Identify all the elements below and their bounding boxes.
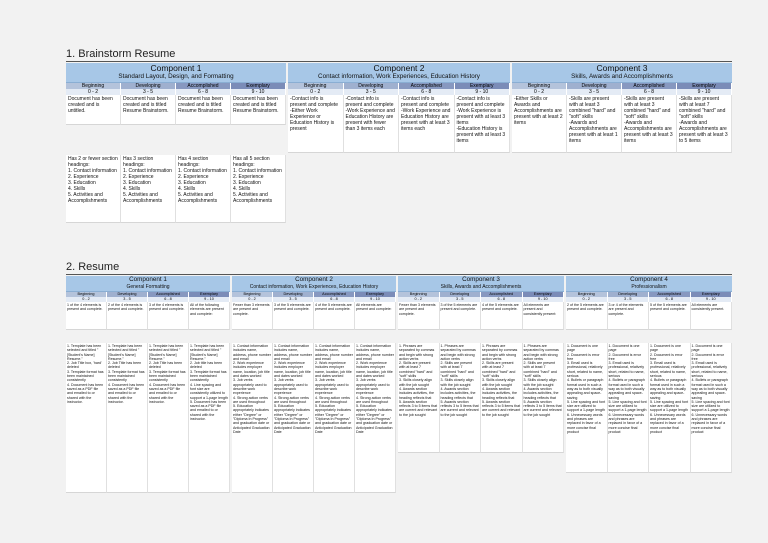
criteria-cell: Document has been created and is titled Resume Brainstorm. [121, 95, 176, 125]
resume-component-4 [566, 276, 732, 493]
level-name: Accomplished [399, 83, 454, 89]
level-accomplished [399, 83, 455, 95]
component-subtitle: Contact information, Work Experiences, Education History [249, 283, 379, 290]
criteria-cell: 5 of the 5 elements are present and complete. [649, 302, 691, 330]
component-subtitle: Contact information, Work Experiences, Education History [318, 73, 480, 80]
criteria-row [512, 95, 732, 153]
level-name: Beginning [232, 292, 272, 297]
criteria-cell: Has 4 section headings: 1. Contact information 2. Experience 3. Education 4. Skills 5. Activities and Accomplishments [176, 155, 231, 223]
criteria-cell: Has 2 or fewer section headings: 1. Contact information 2. Experience 3. Education 4. Skills 5. Activities and Accomplishments [66, 155, 121, 223]
criteria-cell: -Contact info is present and complete -Either Work Experience or Education History is present [288, 95, 344, 153]
criteria-cell: 3 of the 4 elements is present and complete. [148, 302, 189, 330]
criteria-cell: 1. Document is one page 2. Document is error free 3. Email used is professional, relatively short, related to name, serious 4. Bullets or paragraph format used in such a way as to both visually appealing and space-saving 5. Line spacing and font size are utilized to support a 1-page length 6. Unnecessary words and phrases are replaced in favor of a more concise final product [691, 343, 733, 473]
level-name: Exemplary [355, 292, 395, 297]
level-accomplished [622, 83, 677, 95]
level-range: 6 - 8 [148, 297, 188, 302]
level-name: Beginning [66, 83, 120, 89]
component-subtitle: Professionalism [631, 283, 667, 290]
level-range: 3 - 5 [567, 89, 621, 95]
criteria-cell: 1. Contact information includes name, address, phone number and email 2. Work experience includes employer name, location, job title and dates worked 3. Job verbs appropriately used to describe work experience 4. Strong action verbs are used throughout 5. Education appropriately indicates either "Degree" or "Diploma In Progress" and graduation date or Anticipated Graduation Date [355, 343, 396, 493]
criteria-cell: 1. Template has been selected and titled "[Student's Name] Resume." 2. Job Title box, 'hard' deleted 3. Template format has been maintained consistently 4. Document has been saved as a PDF file and emailed to or shared with the instructor. [66, 343, 107, 493]
criteria-cell: 1. Contact information includes name, address, phone number and email 2. Work experience includes employer name, location, job title and dates worked 3. Job verbs appropriately used to describe work experience 4. Strong action verbs are used throughout 5. Education appropriately indicates either "Degree" or "Diploma In Progress" and graduation date or Anticipated Graduation Date [273, 343, 314, 493]
component-subtitle: General Formatting [126, 283, 170, 290]
level-exemplary [455, 83, 511, 95]
criteria-cell: Has 3 section headings: 1. Contact information 2. Experience 3. Education 4. Skills 5. Activities and Accomplishments [121, 155, 176, 223]
level-range: 6 - 8 [399, 89, 454, 95]
level-range: 6 - 8 [314, 297, 354, 302]
level-exemplary [691, 292, 733, 302]
level-range: 3 - 5 [344, 89, 399, 95]
row-spacer [66, 125, 286, 155]
section-title-brainstorm: 1. Brainstorm Resume [66, 48, 176, 60]
level-exemplary [677, 83, 732, 95]
criteria-cell: 1. Document is one page 2. Document is error free 3. Email used is professional, relatively short, related to name, serious 4. Bullets or paragraph format used in such a way as to both visually appealing and space-saving 5. Line spacing and font size are utilized to support a 1-page length 6. Unnecessary words and phrases are replaced in favor of a more concise final product [566, 343, 608, 473]
row-spacer [566, 330, 732, 343]
level-exemplary [355, 292, 396, 302]
component-title: Component 3 [596, 63, 648, 73]
level-name: Developing [273, 292, 313, 297]
criteria-row [66, 155, 286, 223]
criteria-row [398, 343, 564, 453]
level-name: Beginning [398, 292, 439, 297]
criteria-cell: 2 of the 4 elements is present and complete. [107, 302, 148, 330]
level-name: Developing [344, 83, 399, 89]
criteria-row [232, 343, 396, 493]
criteria-cell: 3 of the 5 elements are present and complete. [273, 302, 314, 330]
level-range: 3 - 5 [440, 297, 481, 302]
component-title: Component 3 [462, 276, 500, 283]
level-accomplished [148, 292, 189, 302]
criteria-cell: All of the following elements are present and complete: [189, 302, 230, 330]
level-name: Developing [107, 292, 147, 297]
criteria-cell: 1. Document is one page 2. Document is error free 3. Email used is professional, relatively short, related to name, serious 4. Bullets or paragraph format used in such a way as to both visually appealing and space-saving 5. Line spacing and font size are utilized to support a 1-page length 6. Unnecessary words and phrases are replaced in favor of a more concise final product [649, 343, 691, 473]
resume-component-3 [398, 276, 564, 493]
level-range: 3 - 5 [273, 297, 313, 302]
level-name: Accomplished [481, 292, 522, 297]
level-header-row [398, 292, 564, 302]
criteria-cell: Document has been created and is titled Resume Brainstorm. [231, 95, 286, 125]
criteria-row [66, 343, 230, 493]
criteria-cell: Has all 5 section headings: 1. Contact information 2. Experience 3. Education 4. Skills 5. Activities and Accomplishments [231, 155, 286, 223]
level-name: Developing [121, 83, 175, 89]
criteria-row [566, 302, 732, 330]
component-header [512, 63, 732, 83]
component-header [66, 276, 230, 292]
level-name: Exemplary [189, 292, 229, 297]
criteria-cell: -Either Skills or Awards and Accomplishments are present with at least 2 items [512, 95, 567, 153]
criteria-cell: 3 or 4 of the elements are present and complete. [608, 302, 650, 330]
level-range: 0 - 2 [398, 297, 439, 302]
section-divider [66, 274, 732, 275]
level-name: Exemplary [691, 292, 732, 297]
level-name: Exemplary [455, 83, 510, 89]
level-range: 9 - 10 [523, 297, 564, 302]
criteria-cell: 1. Phrases are separated by commas and begin with strong action verbs 2. Skills are present with at least 7 combined "hard" and "soft" skills 3. Skills closely align with the job sought 4. Awards section includes activities, the heading reflects that 5. Awards section reflects 3 to 5 items that are current and relevant to the job sought [523, 343, 565, 453]
criteria-cell: 1. Phrases are separated by commas and begin with strong action verbs 2. Skills are present with at least 7 combined "hard" and "soft" skills 3. Skills closely align with the job sought 4. Awards section includes activities, the heading reflects that 5. Awards section reflects 3 to 5 items that are current and relevant to the job sought [481, 343, 523, 453]
level-range: 9 - 10 [677, 89, 731, 95]
component-header [66, 63, 286, 83]
level-name: Accomplished [148, 292, 188, 297]
level-header-row [232, 292, 396, 302]
level-header-row [288, 83, 510, 95]
criteria-cell: 1. Phrases are separated by commas and begin with strong action verbs 2. Skills are present with at least 7 combined "hard" and "soft" skills 3. Skills closely align with the job sought 4. Awards section includes activities, the heading reflects that 5. Awards section reflects 3 to 5 items that are current and relevant to the job sought [440, 343, 482, 453]
level-range: 6 - 8 [622, 89, 676, 95]
component-header [232, 276, 396, 292]
criteria-row [66, 302, 230, 330]
level-range: 0 - 2 [566, 297, 607, 302]
criteria-row [232, 302, 396, 330]
level-range: 6 - 8 [649, 297, 690, 302]
criteria-cell: All elements are consistently present. [691, 302, 733, 330]
level-exemplary [189, 292, 230, 302]
criteria-cell: Document has been created and is titled Resume Brainstorm. [176, 95, 231, 125]
component-title: Component 4 [630, 276, 668, 283]
level-name: Developing [567, 83, 621, 89]
component-subtitle: Skills, Awards and Accomplishments [440, 283, 522, 290]
level-exemplary [523, 292, 565, 302]
level-range: 9 - 10 [189, 297, 229, 302]
level-range: 6 - 8 [481, 297, 522, 302]
level-range: 9 - 10 [231, 89, 285, 95]
level-range: 9 - 10 [455, 89, 510, 95]
level-name: Developing [440, 292, 481, 297]
criteria-cell: Fewer than 3 elements are present and complete. [232, 302, 273, 330]
level-developing [344, 83, 400, 95]
criteria-cell: -Skills are present with at least 3 combined "hard" and "soft" skills -Awards and Accomplishments are present with at least 1 items [567, 95, 622, 153]
resume-component-2 [232, 276, 396, 493]
level-range: 0 - 2 [66, 89, 120, 95]
level-range: 3 - 5 [107, 297, 147, 302]
level-developing [440, 292, 482, 302]
brainstorm-rubric [66, 63, 732, 223]
resume-rubric [66, 276, 732, 493]
criteria-cell: 1. Template has been selected and titled "[Student's Name] Resume." 2. Job Title has been deleted 3. Template format has been maintained consistently 4. Document has been saved as a PDF file and emailed to or shared with the instructor. [107, 343, 148, 493]
level-name: Accomplished [622, 83, 676, 89]
level-name: Accomplished [176, 83, 230, 89]
criteria-row [66, 95, 286, 125]
level-header-row [512, 83, 732, 95]
criteria-row [398, 302, 564, 330]
level-name: Exemplary [231, 83, 285, 89]
criteria-cell: 1. Template has been selected and titled "[Student's Name] Resume." 2. Job title has been deleted 3. Template format has been maintained consistently 4. Line spacing and font size are consistently utilized to support a 1-page length 5. Document has been saved as a PDF file and emailed to or shared with the instructor. [189, 343, 230, 493]
level-name: Accomplished [314, 292, 354, 297]
criteria-cell: 1. Contact information includes name, address, phone number and email 2. Work experience includes employer name, location, job title and dates worked 3. Job verbs appropriately used to describe work experience 4. Strong action verbs are used throughout 5. Education appropriately indicates either "Degree" or "Diploma In Progress" and graduation date or Anticipated Graduation Date [314, 343, 355, 493]
brainstorm-component-1 [66, 63, 286, 223]
level-accomplished [314, 292, 355, 302]
row-spacer [66, 330, 230, 343]
component-header [288, 63, 510, 83]
level-range: 9 - 10 [355, 297, 395, 302]
component-subtitle: Skills, Awards and Accomplishments [571, 73, 673, 80]
component-title: Component 2 [295, 276, 333, 283]
criteria-cell: All elements are present and consistently present: [523, 302, 565, 330]
component-title: Component 1 [129, 276, 167, 283]
criteria-cell: 1. Document is one page 2. Document is error free 3. Email used is professional, relatively short, related to name, serious 4. Bullets or paragraph format used in such a way as to both visually appealing and space-saving 5. Line spacing and font size are utilized to support a 1-page length 6. Unnecessary words and phrases are replaced in favor of a more concise final product [608, 343, 650, 473]
level-range: 3 - 5 [608, 297, 649, 302]
criteria-cell: All elements are present and complete: [355, 302, 396, 330]
level-name: Beginning [566, 292, 607, 297]
level-developing [121, 83, 176, 95]
level-accomplished [176, 83, 231, 95]
level-name: Exemplary [523, 292, 564, 297]
level-beginning [232, 292, 273, 302]
level-range: 0 - 2 [66, 297, 106, 302]
level-name: Beginning [512, 83, 566, 89]
level-range: 0 - 2 [232, 297, 272, 302]
component-subtitle: Standard Layout, Design, and Formatting [118, 73, 234, 80]
level-beginning [66, 83, 121, 95]
level-name: Beginning [288, 83, 343, 89]
level-beginning [398, 292, 440, 302]
level-developing [107, 292, 148, 302]
row-spacer [232, 330, 396, 343]
level-range: 0 - 2 [288, 89, 343, 95]
criteria-cell: 3 of the 5 elements are present and complete. [440, 302, 482, 330]
level-name: Exemplary [677, 83, 731, 89]
criteria-cell: -Contact info is present and complete -Work Experience and Education History are present with at least 3 items each [399, 95, 455, 153]
section-title-resume: 2. Resume [66, 261, 120, 273]
level-name: Developing [608, 292, 649, 297]
level-developing [608, 292, 650, 302]
level-beginning [288, 83, 344, 95]
level-range: 9 - 10 [691, 297, 732, 302]
brainstorm-component-2 [288, 63, 510, 223]
criteria-cell: 2 of the 5 elements are present and complete. [566, 302, 608, 330]
level-header-row [66, 292, 230, 302]
level-beginning [66, 292, 107, 302]
criteria-cell: Document has been created and is untitled. [66, 95, 121, 125]
component-title: Component 1 [150, 63, 202, 73]
criteria-cell: Fewer than 3 elements are present and complete. [398, 302, 440, 330]
level-range: 6 - 8 [176, 89, 230, 95]
level-developing [567, 83, 622, 95]
level-beginning [566, 292, 608, 302]
criteria-cell: -Skills are present with at least 7 combined "hard" and "soft" skills -Awards and Accomplishments are present with at least 3 to 5 items [677, 95, 732, 153]
criteria-row [566, 343, 732, 473]
criteria-row [288, 95, 510, 153]
level-beginning [512, 83, 567, 95]
level-name: Beginning [66, 292, 106, 297]
level-exemplary [231, 83, 286, 95]
criteria-cell: 1. Template has been selected and titled "[Student's Name] Resume." 2. Job Title has been deleted 3. Template format has been maintained consistently 4. Document has been saved as a PDF file and emailed to or shared with the instructor. [148, 343, 189, 493]
criteria-cell: -Contact info is present and complete -Work Experience and Education History are present with fewer than 3 items each [344, 95, 400, 153]
level-name: Accomplished [649, 292, 690, 297]
criteria-cell: 1 of the 4 elements is present and complete. [66, 302, 107, 330]
component-header [398, 276, 564, 292]
section-divider [66, 61, 732, 62]
criteria-cell: -Contact info is present and complete -Work Experience is present with at least 3 items -Education History is present with at least 3 items [455, 95, 511, 153]
criteria-cell: 1. Phrases are separated by commas and begin with strong action verbs 2. Skills are present with at least 7 combined "hard" and "soft" skills 3. Skills closely align with the job sought 4. Awards section includes activities, the heading reflects that 5. Awards section reflects 3 to 5 items that are current and relevant to the job sought [398, 343, 440, 453]
resume-component-1 [66, 276, 230, 493]
criteria-cell: -Skills are present with at least 3 combined "hard" and "soft" skills -Awards and Accomplishments are present with at least 3 items [622, 95, 677, 153]
criteria-cell: 1. Contact information includes name, address, phone number and email 2. Work experience includes employer name, location, job title and dates worked 3. Job verbs appropriately used to describe work experience 4. Strong action verbs are used throughout 5. Education appropriately indicates either "Degree" or "Diploma In Progress" and graduation date or Anticipated Graduation Date [232, 343, 273, 493]
criteria-cell: 4 of the 5 elements are present and complete. [314, 302, 355, 330]
criteria-cell: 4 of the 5 elements are present and complete. [481, 302, 523, 330]
level-accomplished [649, 292, 691, 302]
level-accomplished [481, 292, 523, 302]
level-range: 3 - 5 [121, 89, 175, 95]
level-header-row [66, 83, 286, 95]
level-range: 0 - 2 [512, 89, 566, 95]
component-header [566, 276, 732, 292]
level-developing [273, 292, 314, 302]
component-title: Component 2 [373, 63, 425, 73]
brainstorm-component-3 [512, 63, 732, 223]
row-spacer [398, 330, 564, 343]
level-header-row [566, 292, 732, 302]
